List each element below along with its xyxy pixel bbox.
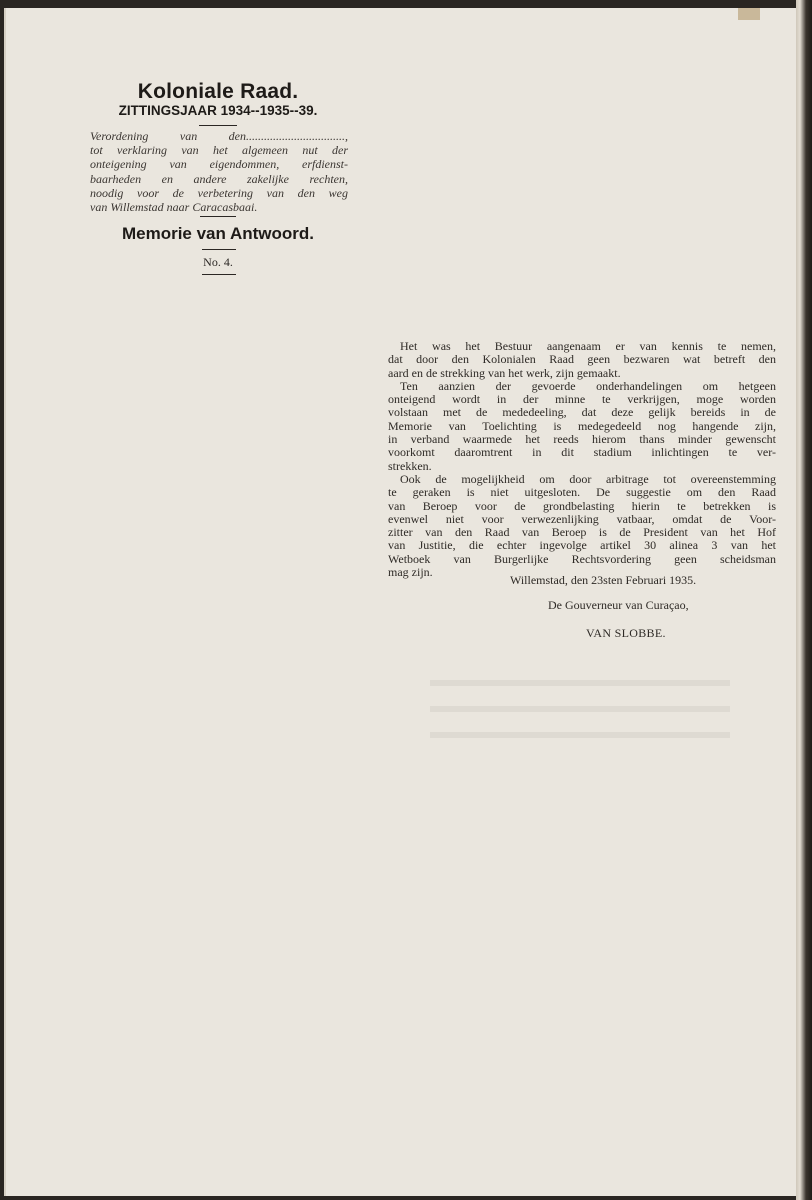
body-line: Ook de mogelijkheid om door arbitrage tot overeenstemming <box>400 471 776 486</box>
scan-top-edge <box>0 0 812 8</box>
body-line: onteigend wordt in der minne te verkrijgen, moge worden <box>388 392 776 407</box>
body-line: Wetboek van Burgerlijke Rechtsvordering geen scheidsman <box>388 551 776 566</box>
governor-title: De Gouverneur van Curaçao, <box>548 598 689 612</box>
ordinance-line: onteigening van eigendommen, erfdienst- <box>90 157 348 172</box>
page-tab <box>738 8 760 20</box>
signature-name: VAN SLOBBE. <box>586 626 666 640</box>
body-line: te geraken is niet uitgesloten. De suggestie om den Raad <box>388 485 776 500</box>
body-line: dat door den Kolonialen Raad geen bezwaren wat betreft den <box>388 352 776 367</box>
header-divider <box>199 125 237 126</box>
place-and-date: Willemstad, den 23sten Februari 1935. <box>510 573 697 587</box>
number-divider <box>202 274 236 275</box>
body-line: aard en de strekking van het werk, zijn gemaakt. <box>388 365 621 380</box>
document-number: No. 4. <box>203 255 233 269</box>
answer-body <box>388 340 776 579</box>
council-title: Koloniale Raad. <box>137 80 299 103</box>
page-binding-edge <box>796 0 812 1200</box>
memorie-title: Memorie van Antwoord. <box>121 224 315 243</box>
ordinance-line: Verordening van den................................., <box>90 129 348 143</box>
ordinance-line: baarheden en andere zakelijke rechten, <box>90 171 348 186</box>
body-line: strekken. <box>388 458 432 473</box>
bleed-through-texture <box>430 680 730 780</box>
body-line: voorkomt daaromtrent in dit stadium inlichtingen te ver- <box>388 445 776 460</box>
body-line: zitter van den Raad van Beroep is de President van het Hof <box>388 525 776 540</box>
ordinance-line: van Willemstad naar Caracasbaai. <box>90 200 258 215</box>
body-line: evenwel niet voor verwezenlijking vatbaar, omdat de Voor- <box>388 511 776 526</box>
body-line: volstaan met de mededeeling, dat deze gelijk bereids in de <box>388 405 776 420</box>
ordinance-line: noodig voor de verbetering van den weg <box>90 185 348 200</box>
body-line: van Justitie, die echter ingevolge artikel 30 alinea 3 van het <box>388 538 776 553</box>
body-line: mag zijn. <box>388 565 433 580</box>
body-line: Memorie van Toelichting is medegedeeld nog hangende zijn, <box>388 418 776 433</box>
memorie-divider <box>202 249 236 250</box>
ordinance-divider <box>200 216 236 217</box>
session-year: ZITTINGSJAAR 1934--1935--39. <box>118 103 318 118</box>
body-line: Het was het Bestuur aangenaam er van kennis te nemen, <box>400 339 776 353</box>
body-line: van Beroep voor de grondbelasting hierin te betrekken is <box>388 498 776 513</box>
ordinance-description <box>90 129 348 214</box>
document-header <box>86 80 350 126</box>
body-line: Ten aanzien der gevoerde onderhandelingen om hetgeen <box>400 378 776 393</box>
ordinance-line: tot verklaring van het algemeen nut der <box>90 143 348 158</box>
body-line: in verband waarmede het reeds hierom thans minder gewenscht <box>388 432 776 447</box>
